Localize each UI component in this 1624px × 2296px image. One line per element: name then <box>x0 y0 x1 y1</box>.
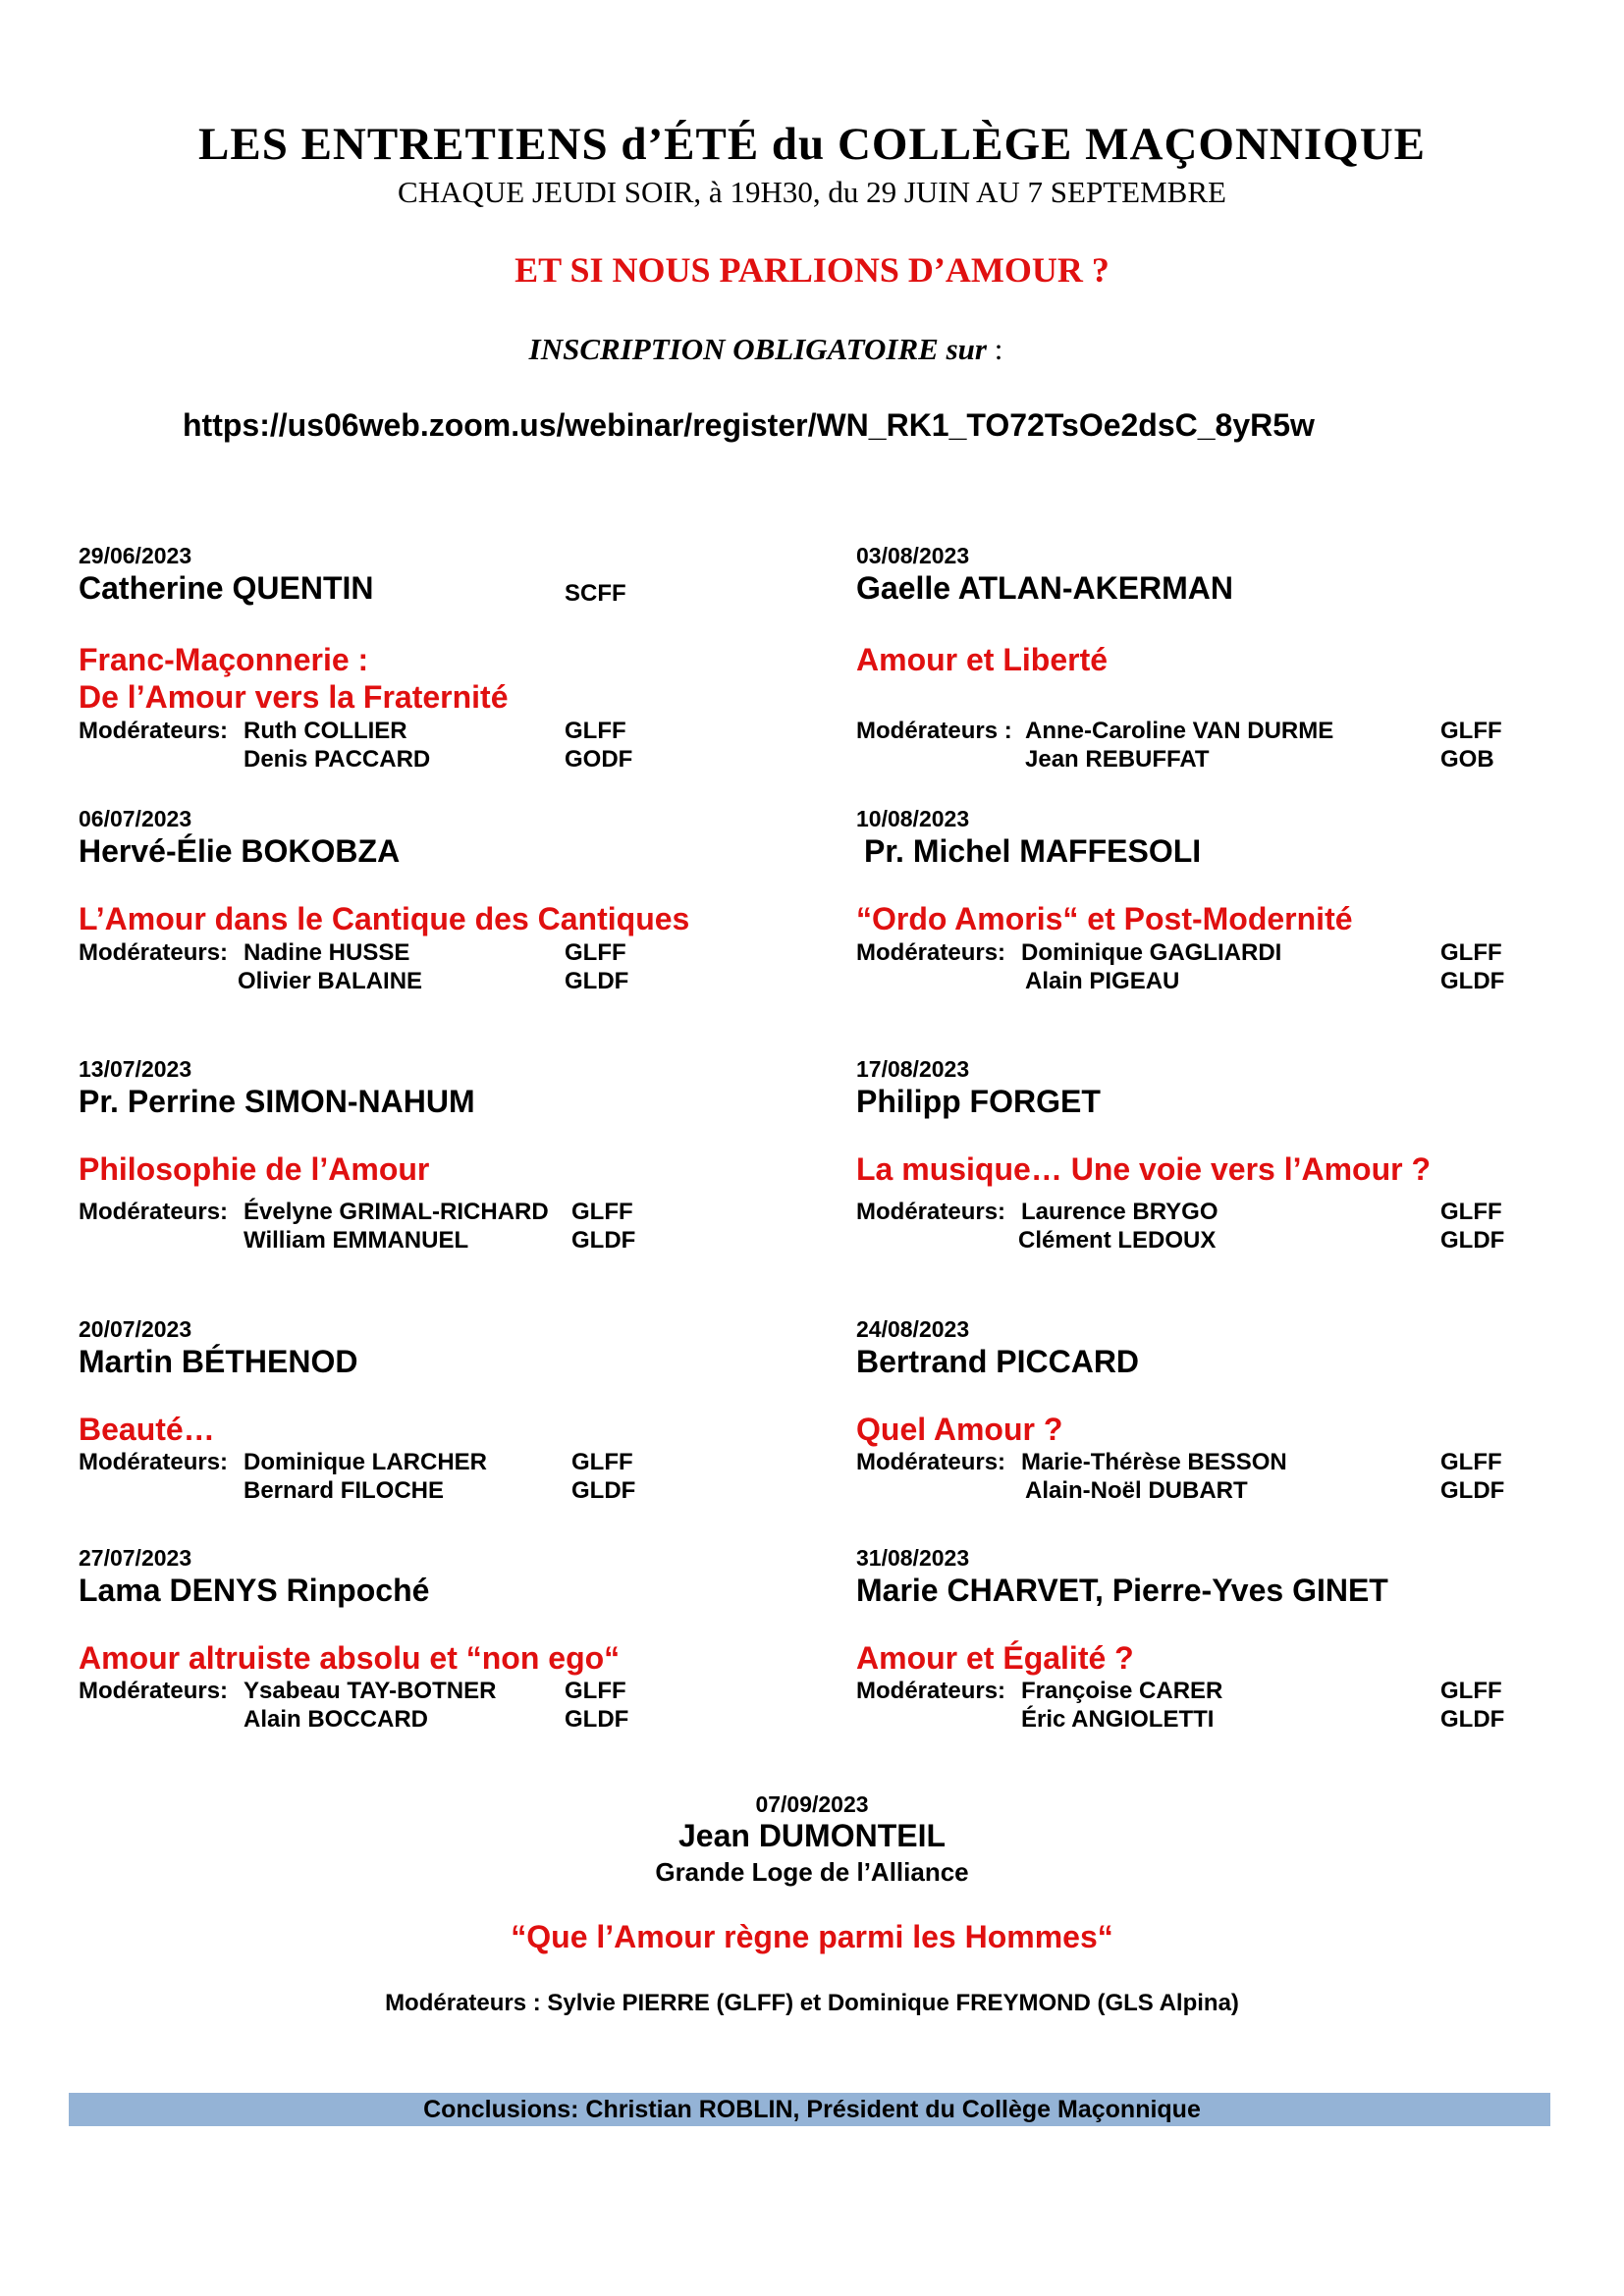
conclusion-text: Conclusions: Christian ROBLIN, Président du Collège Maçonnique <box>423 2096 1201 2123</box>
moderator-name: Jean REBUFFAT <box>1025 746 1210 773</box>
moderator-org: GLFF <box>1440 939 1502 966</box>
moderators-label: Modérateurs: <box>79 1199 229 1225</box>
moderators-label: Modérateurs: <box>856 1199 1006 1225</box>
moderator-org: GLDF <box>1440 1477 1505 1504</box>
session-speaker: Martin BÉTHENOD <box>79 1344 358 1379</box>
session-date: 31/08/2023 <box>856 1545 970 1571</box>
session-topic: Franc-Maçonnerie : <box>79 642 369 677</box>
moderator-org: GLDF <box>571 1477 636 1504</box>
session-date: 29/06/2023 <box>79 543 192 568</box>
session-topic: Amour et Égalité ? <box>856 1640 1134 1676</box>
session-topic: Philosophie de l’Amour <box>79 1151 430 1187</box>
session-topic-line-2: De l’Amour vers la Fraternité <box>79 679 509 715</box>
final-session-topic: “Que l’Amour règne parmi les Hommes“ <box>511 1919 1113 1954</box>
moderator-org: GLDF <box>571 1227 636 1254</box>
moderator-org: GLFF <box>1440 1449 1502 1475</box>
inscription-note <box>0 332 1532 367</box>
session-topic: La musique… Une voie vers l’Amour ? <box>856 1151 1432 1187</box>
moderator-org: GLDF <box>565 1706 629 1733</box>
moderators-label: Modérateurs: <box>856 1449 1006 1475</box>
session-speaker: Gaelle ATLAN-AKERMAN <box>856 570 1234 606</box>
moderator-name: Denis PACCARD <box>244 746 431 773</box>
session-speaker: Marie CHARVET, Pierre-Yves GINET <box>856 1573 1388 1608</box>
session-speaker: Lama DENYS Rinpoché <box>79 1573 430 1608</box>
series-theme: ET SI NOUS PARLIONS D’AMOUR ? <box>514 250 1110 290</box>
registration-url[interactable]: https://us06web.zoom.us/webinar/register/WN_RK1_TO72TsOe2dsC_8yR5w <box>183 407 1315 443</box>
session-speaker: Hervé-Élie BOKOBZA <box>79 833 401 869</box>
session-date: 27/07/2023 <box>79 1545 192 1571</box>
moderators-label: Modérateurs: <box>79 939 229 966</box>
moderator-org: GLFF <box>1440 1678 1502 1704</box>
final-session-date: 07/09/2023 <box>755 1791 869 1817</box>
document-title: LES ENTRETIENS d’ÉTÉ du COLLÈGE MAÇONNIQUE <box>198 119 1426 170</box>
moderator-name: Laurence BRYGO <box>1021 1199 1218 1225</box>
inscription-colon: : <box>994 332 1003 366</box>
moderator-name: Ruth COLLIER <box>244 718 407 744</box>
moderator-org: GLDF <box>1440 968 1505 994</box>
session-date: 10/08/2023 <box>856 806 970 831</box>
moderator-name: Marie-Thérèse BESSON <box>1021 1449 1287 1475</box>
moderator-name: Nadine HUSSE <box>244 939 410 966</box>
moderator-name: Alain-Noël DUBART <box>1025 1477 1248 1504</box>
moderator-name: Bernard FILOCHE <box>244 1477 445 1504</box>
moderator-name: Alain PIGEAU <box>1025 968 1180 994</box>
moderator-name: Anne-Caroline VAN DURME <box>1025 718 1334 744</box>
session-topic: L’Amour dans le Cantique des Cantiques <box>79 901 690 936</box>
moderator-org: GOB <box>1440 746 1494 773</box>
moderator-org: GLDF <box>565 968 629 994</box>
session-speaker: Pr. Perrine SIMON-NAHUM <box>79 1084 475 1119</box>
session-date: 24/08/2023 <box>856 1316 970 1342</box>
session-topic: Beauté… <box>79 1412 215 1447</box>
final-session-organization: Grande Loge de l’Alliance <box>655 1857 969 1887</box>
moderator-org: GLFF <box>1440 1199 1502 1225</box>
moderator-name: Olivier BALAINE <box>238 968 423 994</box>
moderators-label: Modérateurs: <box>79 1449 229 1475</box>
session-date: 20/07/2023 <box>79 1316 192 1342</box>
moderator-name: Françoise CARER <box>1021 1678 1223 1704</box>
moderators-label: Modérateurs: <box>856 939 1006 966</box>
moderators-label: Modérateurs: <box>79 1678 229 1704</box>
moderator-org: GLDF <box>1440 1227 1505 1254</box>
moderator-name: Dominique GAGLIARDI <box>1021 939 1282 966</box>
session-date: 17/08/2023 <box>856 1056 970 1082</box>
moderator-name: Dominique LARCHER <box>244 1449 487 1475</box>
inscription-label: INSCRIPTION OBLIGATOIRE sur <box>528 332 987 366</box>
session-date: 13/07/2023 <box>79 1056 192 1082</box>
session-date: 03/08/2023 <box>856 543 970 568</box>
moderator-org: GLFF <box>565 718 626 744</box>
moderators-label: Modérateurs : <box>856 718 1012 744</box>
moderator-name: Évelyne GRIMAL-RICHARD <box>244 1199 549 1225</box>
schedule-subtitle: CHAQUE JEUDI SOIR, à 19H30, du 29 JUIN AU 7 SEPTEMBRE <box>398 175 1226 209</box>
moderators-label: Modérateurs: <box>79 718 229 744</box>
moderator-org: GLFF <box>571 1449 633 1475</box>
moderator-name: Ysabeau TAY-BOTNER <box>244 1678 497 1704</box>
moderator-org: GLDF <box>1440 1706 1505 1733</box>
moderator-org: GLFF <box>571 1199 633 1225</box>
speaker-affiliation: SCFF <box>565 580 626 607</box>
session-speaker: Philipp FORGET <box>856 1084 1101 1119</box>
moderators-label: Modérateurs: <box>856 1678 1006 1704</box>
session-topic: “Ordo Amoris“ et Post-Modernité <box>856 901 1353 936</box>
session-speaker: Catherine QUENTIN <box>79 570 374 606</box>
moderator-name: Clément LEDOUX <box>1018 1227 1217 1254</box>
session-topic: Amour altruiste absolu et “non ego“ <box>79 1640 621 1676</box>
final-session-moderators: Modérateurs : Sylvie PIERRE (GLFF) et Dominique FREYMOND (GLS Alpina) <box>385 1990 1239 2016</box>
session-date: 06/07/2023 <box>79 806 192 831</box>
session-speaker: Bertrand PICCARD <box>856 1344 1140 1379</box>
moderator-name: Éric ANGIOLETTI <box>1021 1706 1215 1733</box>
moderator-org: GLFF <box>1440 718 1502 744</box>
moderator-org: GODF <box>565 746 633 773</box>
session-topic: Quel Amour ? <box>856 1412 1063 1447</box>
session-topic: Amour et Liberté <box>856 642 1109 677</box>
moderator-org: GLFF <box>565 1678 626 1704</box>
session-speaker: Pr. Michel MAFFESOLI <box>864 833 1202 869</box>
moderator-org: GLFF <box>565 939 626 966</box>
moderator-name: Alain BOCCARD <box>244 1706 429 1733</box>
moderator-name: William EMMANUEL <box>244 1227 469 1254</box>
final-session-speaker: Jean DUMONTEIL <box>677 1818 947 1853</box>
